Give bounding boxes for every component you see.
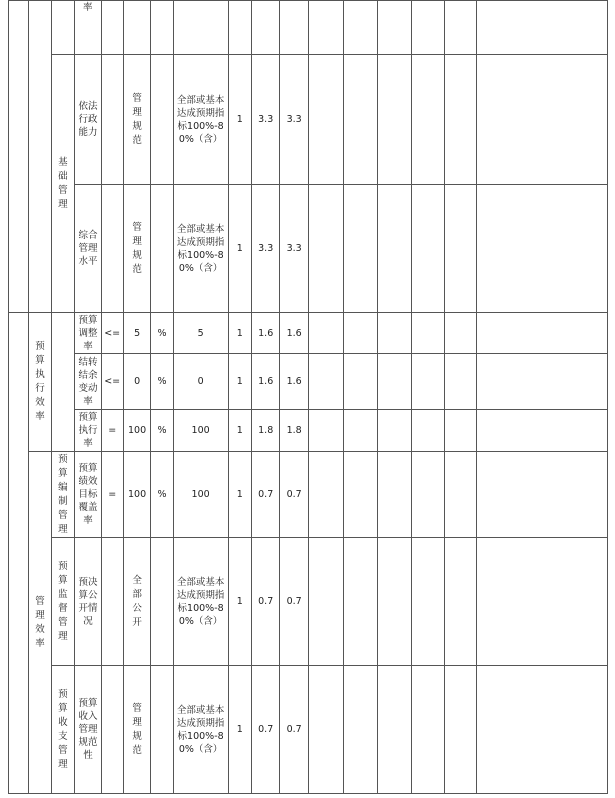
indicator-cell: 结转结余变动率	[75, 354, 101, 410]
indicator-cell: 预算执行率	[75, 410, 101, 452]
score-cell	[251, 1, 279, 55]
score-cell: 1.6	[251, 313, 279, 354]
operator-cell: <=	[101, 354, 123, 410]
operator-cell	[101, 666, 123, 794]
score-cell	[280, 1, 308, 55]
score-cell: 1.6	[280, 354, 308, 410]
indicator-cell: 预决算公开情况	[75, 538, 101, 666]
weight-cell: 1	[228, 666, 251, 794]
standard-cell: 全部或基本达成预期指标100%-80%（含）	[173, 55, 228, 185]
score-cell: 0.7	[280, 452, 308, 538]
operator-cell	[101, 538, 123, 666]
score-cell: 3.3	[280, 55, 308, 185]
indicator-cell: 率	[75, 1, 101, 55]
score-cell: 0.7	[280, 666, 308, 794]
table-row	[9, 410, 608, 452]
unit-cell	[151, 538, 173, 666]
score-cell: 0.7	[251, 538, 279, 666]
target-value-cell: 全部公开	[123, 538, 150, 666]
standard-cell: 全部或基本达成预期指标100%-80%（含）	[173, 538, 228, 666]
target-value-cell: 管理规范	[123, 185, 150, 313]
level3-cell-empty	[51, 313, 74, 452]
score-cell: 0.7	[251, 452, 279, 538]
operator-cell: <=	[101, 313, 123, 354]
weight-cell: 1	[228, 452, 251, 538]
weight-cell: 1	[228, 354, 251, 410]
weight-cell	[228, 1, 251, 55]
table-row	[9, 1, 608, 55]
indicator-cell: 预算绩效目标覆盖率	[75, 452, 101, 538]
table-row	[9, 55, 608, 185]
table-row	[9, 185, 608, 313]
indicator-cell: 综合管理水平	[75, 185, 101, 313]
standard-cell: 全部或基本达成预期指标100%-80%（含）	[173, 666, 228, 794]
standard-cell: 100	[173, 452, 228, 538]
unit-cell	[151, 185, 173, 313]
operator-cell: =	[101, 452, 123, 538]
indicator-cell: 预算收入管理规范性	[75, 666, 101, 794]
target-value-cell: 管理规范	[123, 666, 150, 794]
operator-cell	[101, 1, 123, 55]
table-row	[9, 538, 608, 666]
unit-cell: %	[151, 354, 173, 410]
score-cell: 0.7	[280, 538, 308, 666]
weight-cell: 1	[228, 313, 251, 354]
weight-cell: 1	[228, 55, 251, 185]
level2-cell-execution-efficiency: 预算执行效率	[29, 313, 51, 452]
indicator-cell: 预算调整率	[75, 313, 101, 354]
table-row	[9, 313, 608, 354]
unit-cell: %	[151, 313, 173, 354]
score-cell: 3.3	[280, 185, 308, 313]
target-value-cell: 100	[123, 452, 150, 538]
level1-cell-management-efficiency	[9, 313, 29, 794]
level1-cell-top	[9, 1, 29, 313]
standard-cell: 全部或基本达成预期指标100%-80%（含）	[173, 185, 228, 313]
weight-cell: 1	[228, 185, 251, 313]
unit-cell: %	[151, 452, 173, 538]
level3-cell-income-management: 预算收支管理	[51, 666, 74, 794]
target-value-cell	[123, 1, 150, 55]
score-cell: 1.8	[251, 410, 279, 452]
operator-cell	[101, 185, 123, 313]
table-row	[9, 354, 608, 410]
level3-cell-basic-management: 基础管理	[51, 55, 74, 313]
level3-cell-supervise-management: 预算监督管理	[51, 538, 74, 666]
score-cell: 3.3	[251, 55, 279, 185]
standard-cell: 5	[173, 313, 228, 354]
target-value-cell: 100	[123, 410, 150, 452]
unit-cell	[151, 1, 173, 55]
target-value-cell: 管理规范	[123, 55, 150, 185]
level2-cell-management-efficiency: 管理效率	[29, 452, 51, 794]
level2-cell-top	[29, 1, 51, 313]
table-row	[9, 666, 608, 794]
performance-indicator-table	[8, 0, 608, 794]
target-value-cell: 0	[123, 354, 150, 410]
score-cell: 1.6	[251, 354, 279, 410]
weight-cell: 1	[228, 538, 251, 666]
unit-cell	[151, 666, 173, 794]
indicator-cell: 依法行政能力	[75, 55, 101, 185]
weight-cell: 1	[228, 410, 251, 452]
table-row	[9, 452, 608, 538]
unit-cell: %	[151, 410, 173, 452]
operator-cell: =	[101, 410, 123, 452]
score-cell: 3.3	[251, 185, 279, 313]
standard-cell	[173, 1, 228, 55]
score-cell: 0.7	[251, 666, 279, 794]
standard-cell: 0	[173, 354, 228, 410]
score-cell: 1.6	[280, 313, 308, 354]
level3-cell	[51, 1, 74, 55]
level3-cell-compile-management: 预算编制管理	[51, 452, 74, 538]
score-cell: 1.8	[280, 410, 308, 452]
target-value-cell: 5	[123, 313, 150, 354]
standard-cell: 100	[173, 410, 228, 452]
operator-cell	[101, 55, 123, 185]
unit-cell	[151, 55, 173, 185]
